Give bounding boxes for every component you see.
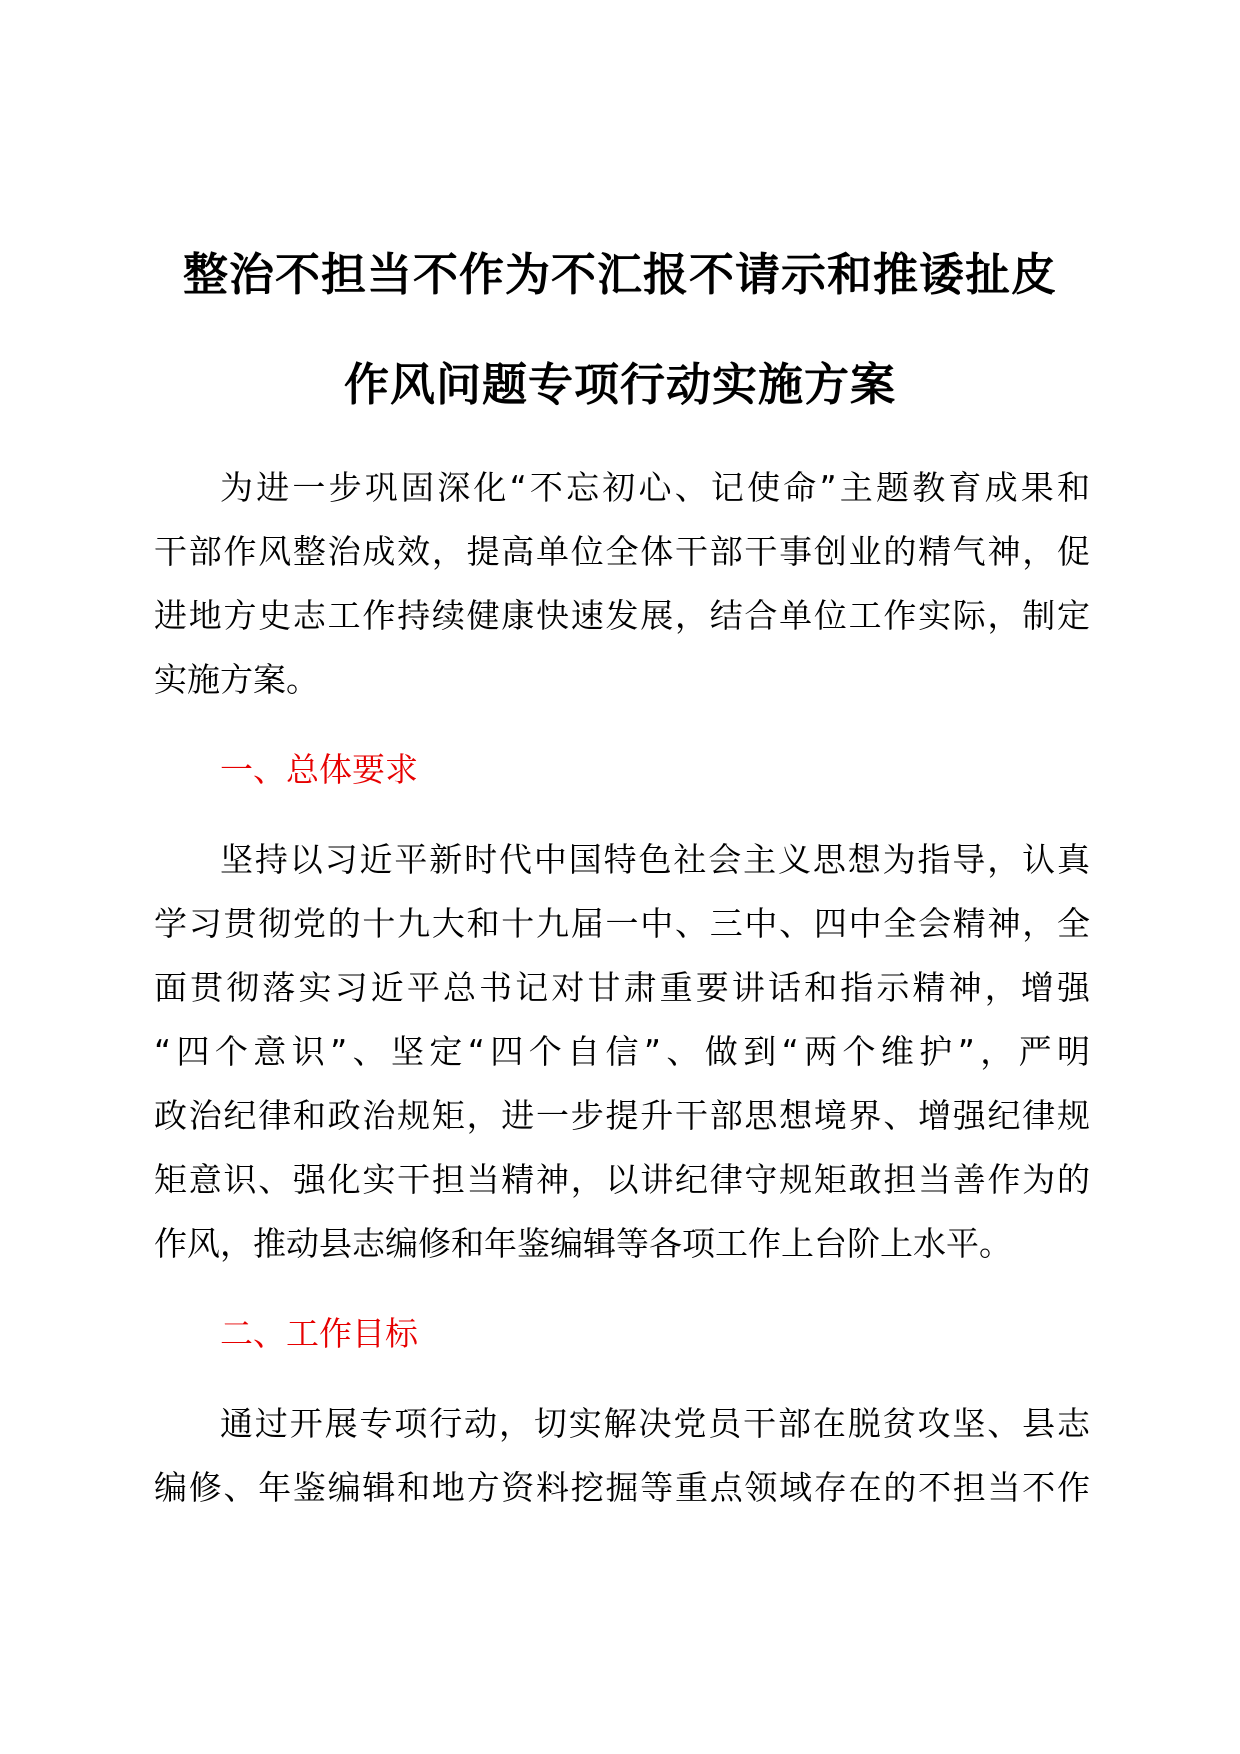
section-heading-general-requirements: 一、总体要求 <box>220 750 418 789</box>
intro-paragraph-line: 实施方案。 <box>154 660 319 699</box>
document-title-line-2: 作风问题专项行动实施方案 <box>343 358 896 411</box>
intro-paragraph-line: 进地方史志工作持续健康快速发展，结合单位工作实际，制定 <box>154 596 1090 635</box>
section1-paragraph-line: 坚持以习近平新时代中国特色社会主义思想为指导，认真 <box>220 840 1090 879</box>
section1-paragraph-line: 政治纪律和政治规矩，进一步提升干部思想境界、增强纪律规 <box>154 1096 1090 1135</box>
section1-paragraph-line: 矩意识、强化实干担当精神，以讲纪律守规矩敢担当善作为的 <box>154 1160 1090 1199</box>
intro-paragraph-line: 为进一步巩固深化“不忘初心、记使命”主题教育成果和 <box>220 468 1090 507</box>
section1-paragraph-line: 面贯彻落实习近平总书记对甘肃重要讲话和指示精神，增强 <box>154 968 1090 1007</box>
section1-paragraph-line: 作风，推动县志编修和年鉴编辑等各项工作上台阶上水平。 <box>154 1224 1012 1263</box>
section-heading-work-goals: 二、工作目标 <box>220 1314 418 1353</box>
document-title-line-1: 整治不担当不作为不汇报不请示和推诿扯皮 <box>182 248 1057 301</box>
section1-paragraph-line: 学习贯彻党的十九大和十九届一中、三中、四中全会精神，全 <box>154 904 1090 943</box>
intro-paragraph-line: 干部作风整治成效，提高单位全体干部干事创业的精气神，促 <box>154 532 1090 571</box>
section2-paragraph-line: 通过开展专项行动，切实解决党员干部在脱贫攻坚、县志 <box>220 1404 1090 1443</box>
section2-paragraph-line: 编修、年鉴编辑和地方资料挖掘等重点领域存在的不担当不作 <box>154 1468 1090 1507</box>
section1-paragraph-line: “四个意识”、坚定“四个自信”、做到“两个维护”，严明 <box>154 1032 1090 1071</box>
